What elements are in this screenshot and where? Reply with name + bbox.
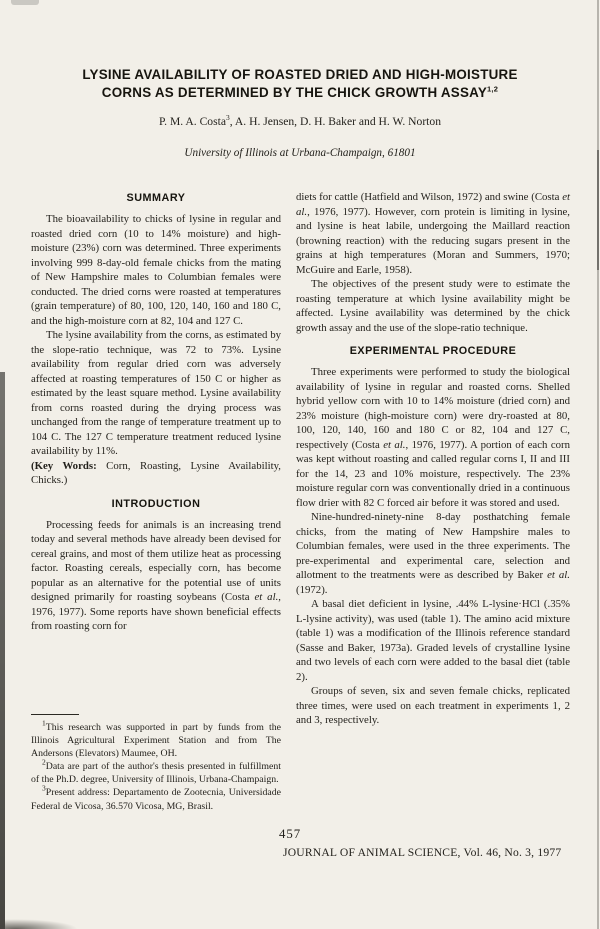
summary-paragraph-2: The lysine availability from the corns, as estimated by the slope-ratio technique, was 72 to 73%. Lysine availability from regular dried corn was adversely affected at roasting temperatures of 150 C or higher as estimated by the least square method. Lysine availability from corns roasted during the drying process was unchanged from the range of temperature treatment up to 104 C. The 127 C temperature treatment reduced lysine availability by 11%. (31, 329, 281, 457)
footnote-2-text: Data are part of the author's thesis presented in fulfillment of the Ph.D. degree, University of Illinois, Urbana-Champaign. (31, 761, 281, 786)
affiliation-line: University of Illinois at Urbana-Champaign, 61801 (184, 147, 416, 159)
keywords-values: Corn, Roasting, Lysine Availability, Chicks.) (31, 459, 281, 486)
footnote-1-marker: 1 (42, 718, 46, 728)
right-column (296, 190, 570, 728)
author-list (40, 115, 560, 128)
experimental-paragraph-3: A basal diet deficient in lysine, .44% L-lysine·HCl (.35% L-lysine activity), was used (table 1). The amino acid mixture (table 1) was a modification of the Illinois reference standard (Sasse and Baker, 1973a). Graded levels of crystalline lysine and two levels of each corn were added to the basal diet (table 2). (296, 598, 570, 683)
footnote-3-marker: 3 (42, 784, 46, 794)
left-column (31, 192, 281, 634)
introduction-paragraph-1: Processing feeds for animals is an increasing trend today and several methods have already been devised for cereal grains, and most of them utilize heat as processing factor. Roasting cereals, especially corn, has become popular as an alternative for the potential use of units designed primarily for roasting soybeans (Costa et al., 1976, 1977). Some reports have shown beneficial effects from roasting corn for (31, 518, 281, 632)
objectives-paragraph: The objectives of the present study were to estimate the roasting temperature at which lysine availability might be affected. Lysine availability was determined by the chick growth assay and the use of the slope-ratio technique. (296, 278, 570, 334)
footnote-3-text: Present address: Departamento de Zootecnia, Universidade Federal de Vicosa, 36.570 Vicosa, MG, Brasil. (31, 787, 281, 812)
footnote-1-text: This research was supported in part by funds from the Illinois Agricultural Experiment Station and from The Andersons (Elevators) Maumee, OH. (31, 722, 281, 760)
experimental-paragraph-2: Nine-hundred-ninety-nine 8-day posthatching female chicks, from the mating of New Hampshire males to Columbian females, were used in the three experiments. The pre-experimental and experimental care, selection and allotment to the treatments were as described by Baker et al. (1972). (296, 511, 570, 596)
experimental-paragraph-1: Three experiments were performed to study the biological availability of lysine in regular and roasted corns. Shelled hybrid yellow corn with 10 to 14% moisture (dried corn) and 23% moisture (high-moisture corn) were dry-roasted at 80, 100, 120, 140, 160 and 180 C or 82, 104 and 127 C, respectively (Costa et al., 1976, 1977). A portion of each corn was kept without roasting and called regular corns I, II and III for the 14, 23 and 10% moisture, respectively. The 23% moisture regular corn was conventionally dried in a continuous flow drier with 82 C forced air before it was stored and used. (296, 366, 571, 509)
scan-artifact-right-edge-dark (597, 150, 599, 270)
article-title-line-2-text: CORNS AS DETERMINED BY THE CHICK GROWTH ASSAY (101, 84, 488, 100)
footnote-1 (31, 718, 281, 760)
experimental-procedure-heading: EXPERIMENTAL PROCEDURE (349, 345, 517, 357)
scan-artifact-left-edge (0, 372, 5, 929)
article-title-line-1: LYSINE AVAILABILITY OF ROASTED DRIED AND HIGH-MOISTURE (82, 67, 518, 82)
footnotes-block (31, 714, 281, 813)
article-title-line-2 (40, 84, 560, 102)
article-header (40, 66, 560, 159)
scan-artifact-right-edge (597, 0, 599, 929)
summary-paragraph-1: The bioavailability to chicks of lysine in regular and roasted dried corn (10 to 14% moisture) and high-moisture (23%) corn was determined. Three experiments involving 999 8-day-old female chicks from the mating of New Hampshire males to Columbian females were conducted. The dried corns were roasted at temperatures (grain temperature) of 80, 100, 120, 140, 160 and 180 C, and the high-moisture corn at 82, 104 and 127 C. (31, 213, 281, 327)
author-name-costa: P. M. A. Costa (158, 115, 226, 128)
author-names-rest: , A. H. Jensen, D. H. Baker and H. W. Norton (229, 115, 441, 128)
keywords-label: (Key Words: (31, 459, 97, 472)
footnote-2-marker: 2 (42, 758, 46, 768)
footnote-divider-rule (31, 714, 79, 715)
introduction-heading: INTRODUCTION (111, 497, 201, 510)
keywords-line (31, 459, 281, 488)
scan-artifact-bottom (0, 919, 78, 929)
page-number: 457 (279, 827, 302, 841)
title-footnote-superscript: 1,2 (487, 84, 499, 94)
body-paragraph-continued: diets for cattle (Hatfield and Wilson, 1972) and swine (Costa et al., 1976, 1977). However, corn protein is limiting in lysine, and lysine is heat labile, undergoing the Maillard reaction (browning reaction) with the reducing sugars present in the grains at high temperatures (Moran and Summers, 1970; McGuire and Earle, 1958). (296, 191, 570, 276)
author-footnote-superscript: 3 (226, 113, 230, 123)
journal-citation-line: JOURNAL OF ANIMAL SCIENCE, Vol. 46, No. 3, 1977 (283, 846, 562, 859)
summary-heading: SUMMARY (126, 192, 186, 204)
experimental-paragraph-4: Groups of seven, six and seven female chicks, replicated three times, were used on each treatment in experiments 1, 2 and 3, respectively. (296, 685, 570, 726)
footnote-3 (31, 786, 281, 812)
scan-artifact-top (11, 0, 39, 5)
footnote-2 (31, 760, 281, 786)
